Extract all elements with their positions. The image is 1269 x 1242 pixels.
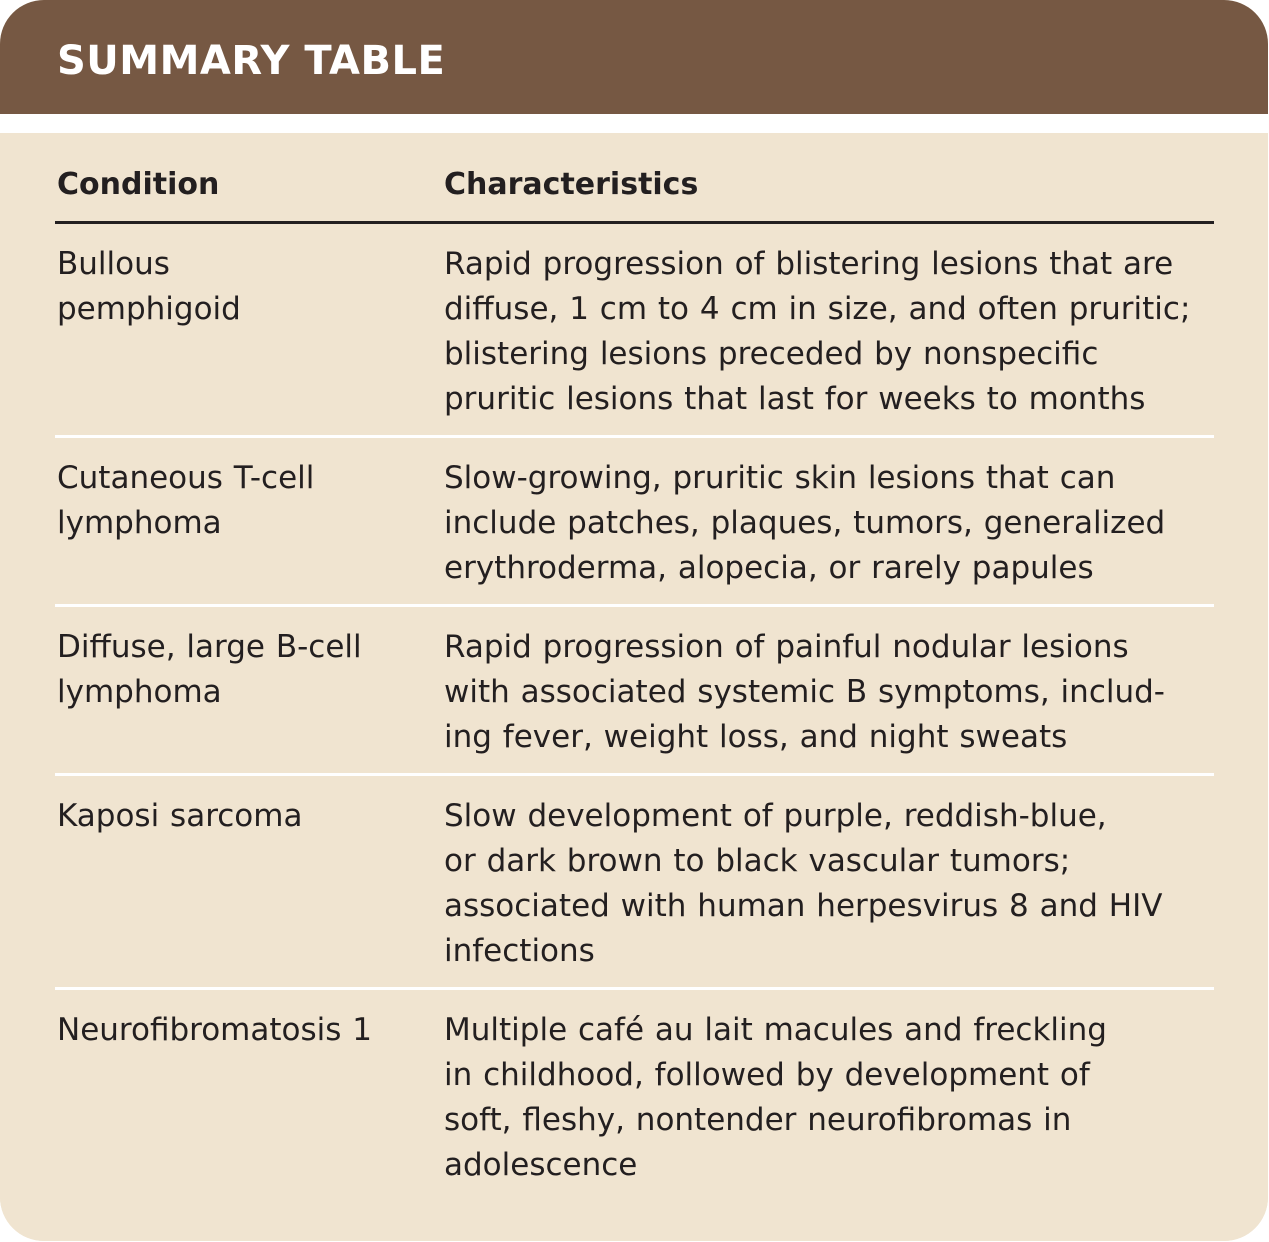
table-row — [55, 606, 1214, 775]
table-panel — [0, 133, 1268, 1241]
characteristics-text: Slow development of purple, reddish-blue, or dark brown to black vascular tumors; associated with human herpesvirus 8 and HIV infections — [444, 798, 1163, 969]
characteristics-text: Multiple café au lait macules and freckling in childhood, followed by development of soft, fleshy, nontender neurofibromas in adolescence — [444, 1012, 1107, 1183]
condition-text: Neurofibromatosis 1 — [57, 1012, 372, 1048]
condition-cell — [55, 989, 442, 1202]
characteristics-cell — [442, 606, 1214, 775]
table-title: SUMMARY TABLE — [57, 38, 446, 84]
condition-text: Cutaneous T-cell lymphoma — [57, 460, 315, 541]
column-header-condition: Condition — [55, 163, 442, 223]
table-row — [55, 437, 1214, 606]
condition-cell — [55, 775, 442, 989]
table-row — [55, 989, 1214, 1202]
condition-cell — [55, 606, 442, 775]
summary-table — [55, 163, 1214, 1201]
characteristics-cell — [442, 223, 1214, 437]
characteristics-cell — [442, 775, 1214, 989]
column-header-characteristics: Characteristics — [442, 163, 1214, 223]
table-header-row — [55, 163, 1214, 223]
condition-text: Kaposi sarcoma — [57, 798, 303, 834]
condition-text: Diffuse, large B-cell lymphoma — [57, 629, 362, 710]
table-row — [55, 775, 1214, 989]
characteristics-text: Slow-growing, pruritic skin lesions that can include patches, plaques, tumors, generalized erythroderma, alopecia, or rarely papules — [444, 460, 1166, 586]
banner-separator — [0, 114, 1268, 133]
table-row — [55, 223, 1214, 437]
condition-cell — [55, 223, 442, 437]
title-banner — [0, 0, 1268, 114]
condition-text: Bullous pemphigoid — [57, 246, 241, 327]
characteristics-cell — [442, 989, 1214, 1202]
characteristics-cell — [442, 437, 1214, 606]
characteristics-text: Rapid progression of blistering lesions that are diffuse, 1 cm to 4 cm in size, and often pruritic; blistering lesions preceded by nonspecific pruritic lesions that last for weeks to months — [444, 246, 1191, 417]
condition-cell — [55, 437, 442, 606]
characteristics-text: Rapid progression of painful nodular lesions with associated systemic B symptoms, includ- ing fever, weight loss, and night sweats — [444, 629, 1165, 755]
